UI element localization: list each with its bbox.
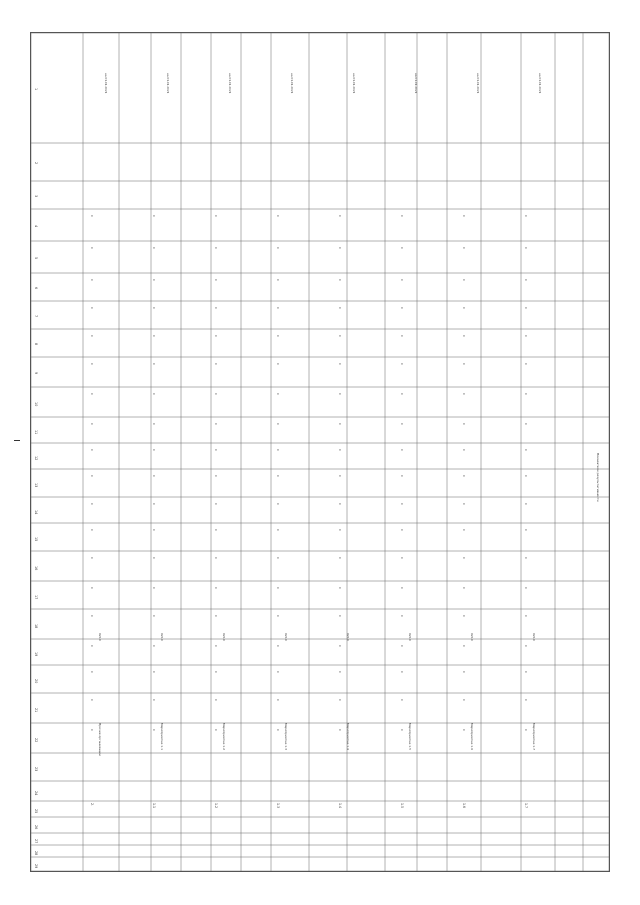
row-number: 1.4 xyxy=(338,803,342,809)
column-number: 20 xyxy=(34,679,38,684)
cell-value: 0 xyxy=(152,279,156,281)
cell-value: 0 xyxy=(338,645,342,647)
row-name: Мероприятие 1.2 xyxy=(222,723,226,751)
column-number: 28 xyxy=(34,851,38,856)
column-number: 19 xyxy=(34,652,38,657)
cell-value: 0 xyxy=(338,393,342,395)
row-code: 0210 xyxy=(346,633,350,641)
cell-value: 0 xyxy=(338,557,342,559)
cell-value: 0 xyxy=(524,247,528,249)
column-number: 25 xyxy=(34,809,38,814)
cell-value: 0 xyxy=(152,671,156,673)
row-number: 1.6 xyxy=(462,803,466,809)
cell-value: 0 xyxy=(462,363,466,365)
column-number: 14 xyxy=(34,510,38,515)
cell-value: 0 xyxy=(462,503,466,505)
row-number: 1.1 xyxy=(152,803,156,809)
cell-value: 0 xyxy=(524,645,528,647)
cell-value: 0 xyxy=(214,503,218,505)
cell-value: 0 xyxy=(462,671,466,673)
column-number: 9 xyxy=(34,372,38,375)
cell-value: 0 xyxy=(90,475,94,477)
cell-value: 0 xyxy=(152,475,156,477)
cell-value: 0 xyxy=(276,587,280,589)
cell-value: 0 xyxy=(338,529,342,531)
cell-doc: на 01.01.2021 xyxy=(352,73,356,94)
column-number: 4 xyxy=(34,225,38,228)
row-code: 0210 xyxy=(98,633,102,641)
row-name: Прочие организации xyxy=(98,723,102,756)
column-number: 11 xyxy=(34,430,38,435)
cell-doc: на 01.01.2021 xyxy=(538,73,542,94)
cell-value: 0 xyxy=(214,247,218,249)
cell-value: 0 xyxy=(462,699,466,701)
row-name: Мероприятие 1.4 xyxy=(346,723,350,751)
column-number: 26 xyxy=(34,825,38,830)
cell-value: 0 xyxy=(90,423,94,425)
cell-value: 0 xyxy=(276,363,280,365)
column-number: 16 xyxy=(34,566,38,571)
cell-value: 0 xyxy=(462,615,466,617)
row-name: Мероприятие 1.1 xyxy=(160,723,164,751)
column-number: 8 xyxy=(34,343,38,346)
row-number: 2. xyxy=(90,803,94,807)
cell-value: 0 xyxy=(152,503,156,505)
cell-value: 0 xyxy=(214,699,218,701)
row-code: 0210 xyxy=(532,633,536,641)
cell-value: 0 xyxy=(400,615,404,617)
cell-value: 0 xyxy=(462,247,466,249)
cell-value: 0 xyxy=(152,423,156,425)
row-number: 1.5 xyxy=(400,803,404,809)
cell-value: 0 xyxy=(276,615,280,617)
cell-value: 0 xyxy=(524,699,528,701)
cell-value: 0 xyxy=(400,503,404,505)
cell-value: 0 xyxy=(276,449,280,451)
cell-value: 0 xyxy=(400,475,404,477)
margin-mark xyxy=(14,440,20,441)
cell-value: 0 xyxy=(90,557,94,559)
cell-value: 0 xyxy=(214,335,218,337)
cell-value: 0 xyxy=(338,279,342,281)
cell-value: 0 xyxy=(152,363,156,365)
row-number: 1.2 xyxy=(214,803,218,809)
cell-value: 0 xyxy=(276,215,280,217)
cell-value: 0 xyxy=(152,335,156,337)
cell-value: 0 xyxy=(90,671,94,673)
cell-value: 0 xyxy=(524,335,528,337)
rotated-table-page xyxy=(30,32,610,872)
cell-value: 0 xyxy=(276,475,280,477)
cell-value: 0 xyxy=(524,671,528,673)
cell-value: 0 xyxy=(90,279,94,281)
cell-value: 0 xyxy=(214,529,218,531)
cell-value: 0 xyxy=(90,529,94,531)
cell-value: 0 xyxy=(524,423,528,425)
column-number: 21 xyxy=(34,708,38,713)
cell-value: 0 xyxy=(338,363,342,365)
cell-value: 0 xyxy=(524,279,528,281)
cell-value: 0 xyxy=(338,615,342,617)
cell-doc: на 01.01.2021 xyxy=(228,73,232,94)
cell-value: 0 xyxy=(462,393,466,395)
cell-value: 0 xyxy=(338,335,342,337)
cell-value: 0 xyxy=(276,503,280,505)
cell-value: 0 xyxy=(400,671,404,673)
cell-value: 0 xyxy=(152,247,156,249)
cell-value: 0 xyxy=(524,557,528,559)
cell-value: 0 xyxy=(90,587,94,589)
cell-value: 0 xyxy=(400,449,404,451)
cell-value: 0 xyxy=(152,645,156,647)
cell-value: 0 xyxy=(214,671,218,673)
cell-value: 0 xyxy=(400,423,404,425)
cell-value: 0 xyxy=(276,247,280,249)
column-number: 10 xyxy=(34,402,38,407)
cell-value: 0 xyxy=(90,615,94,617)
cell-value: 0 xyxy=(152,557,156,559)
row-number: 1.7 xyxy=(524,803,528,809)
cell-value: 0 xyxy=(214,475,218,477)
cell-value: 0 xyxy=(524,215,528,217)
cell-value: 0 xyxy=(276,393,280,395)
cell-value: 0 xyxy=(338,247,342,249)
column-number: 7 xyxy=(34,315,38,318)
cell-value: 0 xyxy=(338,215,342,217)
cell-value: 0 xyxy=(276,557,280,559)
column-number: 1 xyxy=(34,88,38,91)
cell-value: 0 xyxy=(214,729,218,731)
row-name: Мероприятие 1.5 xyxy=(408,723,412,751)
cell-doc: на 01.01.2021 xyxy=(104,73,108,94)
table-grid xyxy=(31,33,609,871)
cell-value: 0 xyxy=(462,557,466,559)
cell-value: 0 xyxy=(462,449,466,451)
cell-value: 0 xyxy=(400,215,404,217)
row-name: Мероприятие 1.6 xyxy=(470,723,474,751)
cell-value: 0 xyxy=(276,423,280,425)
cell-value: 0 xyxy=(524,729,528,731)
cell-value: 0 xyxy=(400,699,404,701)
cell-value: 0 xyxy=(338,307,342,309)
column-number: 29 xyxy=(34,864,38,869)
cell-value: 0 xyxy=(90,363,94,365)
cell-value: 0 xyxy=(214,557,218,559)
cell-value: 0 xyxy=(462,307,466,309)
cell-value: 0 xyxy=(276,335,280,337)
cell-value: 0 xyxy=(524,307,528,309)
cell-value: 0 xyxy=(276,671,280,673)
cell-value: 0 xyxy=(90,645,94,647)
cell-value: 0 xyxy=(462,215,466,217)
cell-doc: на 01.01.2021 xyxy=(414,73,418,94)
column-number: 17 xyxy=(34,595,38,600)
column-number: 6 xyxy=(34,287,38,290)
cell-value: 0 xyxy=(338,475,342,477)
cell-value: 0 xyxy=(90,335,94,337)
cell-value: 0 xyxy=(90,393,94,395)
row-code: 0210 xyxy=(470,633,474,641)
column-number: 3 xyxy=(34,195,38,198)
column-number: 2 xyxy=(34,162,38,165)
cell-value: 0 xyxy=(400,307,404,309)
cell-value: 0 xyxy=(338,423,342,425)
cell-value: 0 xyxy=(462,423,466,425)
cell-value: 0 xyxy=(276,699,280,701)
cell-doc: на 01.01.2021 xyxy=(476,73,480,94)
column-number: 23 xyxy=(34,767,38,772)
cell-value: 0 xyxy=(524,529,528,531)
column-number: 12 xyxy=(34,456,38,461)
cell-value: 0 xyxy=(152,215,156,217)
cell-value: 0 xyxy=(152,307,156,309)
cell-value: 0 xyxy=(214,393,218,395)
cell-value: 0 xyxy=(338,503,342,505)
column-number: 22 xyxy=(34,738,38,743)
cell-value: 0 xyxy=(524,615,528,617)
cell-value: 0 xyxy=(400,335,404,337)
row-code: 0210 xyxy=(222,633,226,641)
cell-value: 0 xyxy=(152,587,156,589)
cell-value: 0 xyxy=(90,307,94,309)
cell-value: 0 xyxy=(462,587,466,589)
cell-value: 0 xyxy=(90,699,94,701)
cell-value: 0 xyxy=(152,699,156,701)
cell-value: 0 xyxy=(462,645,466,647)
cell-value: 0 xyxy=(400,587,404,589)
cell-value: 0 xyxy=(338,449,342,451)
cell-value: 0 xyxy=(400,279,404,281)
cell-value: 0 xyxy=(90,449,94,451)
cell-value: 0 xyxy=(462,335,466,337)
column-number: 13 xyxy=(34,483,38,488)
cell-value: 0 xyxy=(90,215,94,217)
cell-value: 0 xyxy=(400,393,404,395)
cell-value: 0 xyxy=(462,529,466,531)
cell-value: 0 xyxy=(338,699,342,701)
cell-value: 0 xyxy=(276,307,280,309)
cell-value: 0 xyxy=(338,671,342,673)
right-header: Показатели результативности xyxy=(596,453,600,502)
cell-value: 0 xyxy=(214,615,218,617)
cell-value: 0 xyxy=(400,363,404,365)
cell-value: 0 xyxy=(152,449,156,451)
cell-value: 0 xyxy=(276,645,280,647)
cell-value: 0 xyxy=(524,475,528,477)
cell-value: 0 xyxy=(338,587,342,589)
cell-value: 0 xyxy=(90,247,94,249)
cell-value: 0 xyxy=(214,587,218,589)
cell-value: 0 xyxy=(152,529,156,531)
column-number: 15 xyxy=(34,537,38,542)
cell-value: 0 xyxy=(400,529,404,531)
cell-doc: на 01.01.2021 xyxy=(290,73,294,94)
cell-value: 0 xyxy=(214,215,218,217)
cell-value: 0 xyxy=(276,529,280,531)
cell-value: 0 xyxy=(214,307,218,309)
column-number: 5 xyxy=(34,257,38,260)
cell-value: 0 xyxy=(400,557,404,559)
cell-value: 0 xyxy=(400,247,404,249)
cell-value: 0 xyxy=(214,363,218,365)
cell-value: 0 xyxy=(338,729,342,731)
row-name: Мероприятие 1.3 xyxy=(284,723,288,751)
cell-value: 0 xyxy=(214,449,218,451)
cell-value: 0 xyxy=(152,729,156,731)
cell-doc: на 01.01.2021 xyxy=(166,73,170,94)
cell-value: 0 xyxy=(462,475,466,477)
cell-value: 0 xyxy=(90,503,94,505)
cell-value: 0 xyxy=(524,363,528,365)
cell-value: 0 xyxy=(214,279,218,281)
row-code: 0210 xyxy=(284,633,288,641)
cell-value: 0 xyxy=(462,279,466,281)
cell-value: 0 xyxy=(524,587,528,589)
cell-value: 0 xyxy=(524,503,528,505)
column-number: 27 xyxy=(34,839,38,844)
row-code: 0210 xyxy=(160,633,164,641)
cell-value: 0 xyxy=(90,729,94,731)
cell-value: 0 xyxy=(152,393,156,395)
cell-value: 0 xyxy=(462,729,466,731)
cell-value: 0 xyxy=(276,279,280,281)
row-number: 1.3 xyxy=(276,803,280,809)
cell-value: 0 xyxy=(276,729,280,731)
cell-value: 0 xyxy=(524,393,528,395)
column-number: 24 xyxy=(34,791,38,796)
cell-value: 0 xyxy=(400,729,404,731)
column-number: 18 xyxy=(34,624,38,629)
row-name: Мероприятие 1.7 xyxy=(532,723,536,751)
cell-value: 0 xyxy=(214,645,218,647)
cell-value: 0 xyxy=(152,615,156,617)
cell-value: 0 xyxy=(400,645,404,647)
row-code: 0210 xyxy=(408,633,412,641)
cell-value: 0 xyxy=(524,449,528,451)
cell-value: 0 xyxy=(214,423,218,425)
